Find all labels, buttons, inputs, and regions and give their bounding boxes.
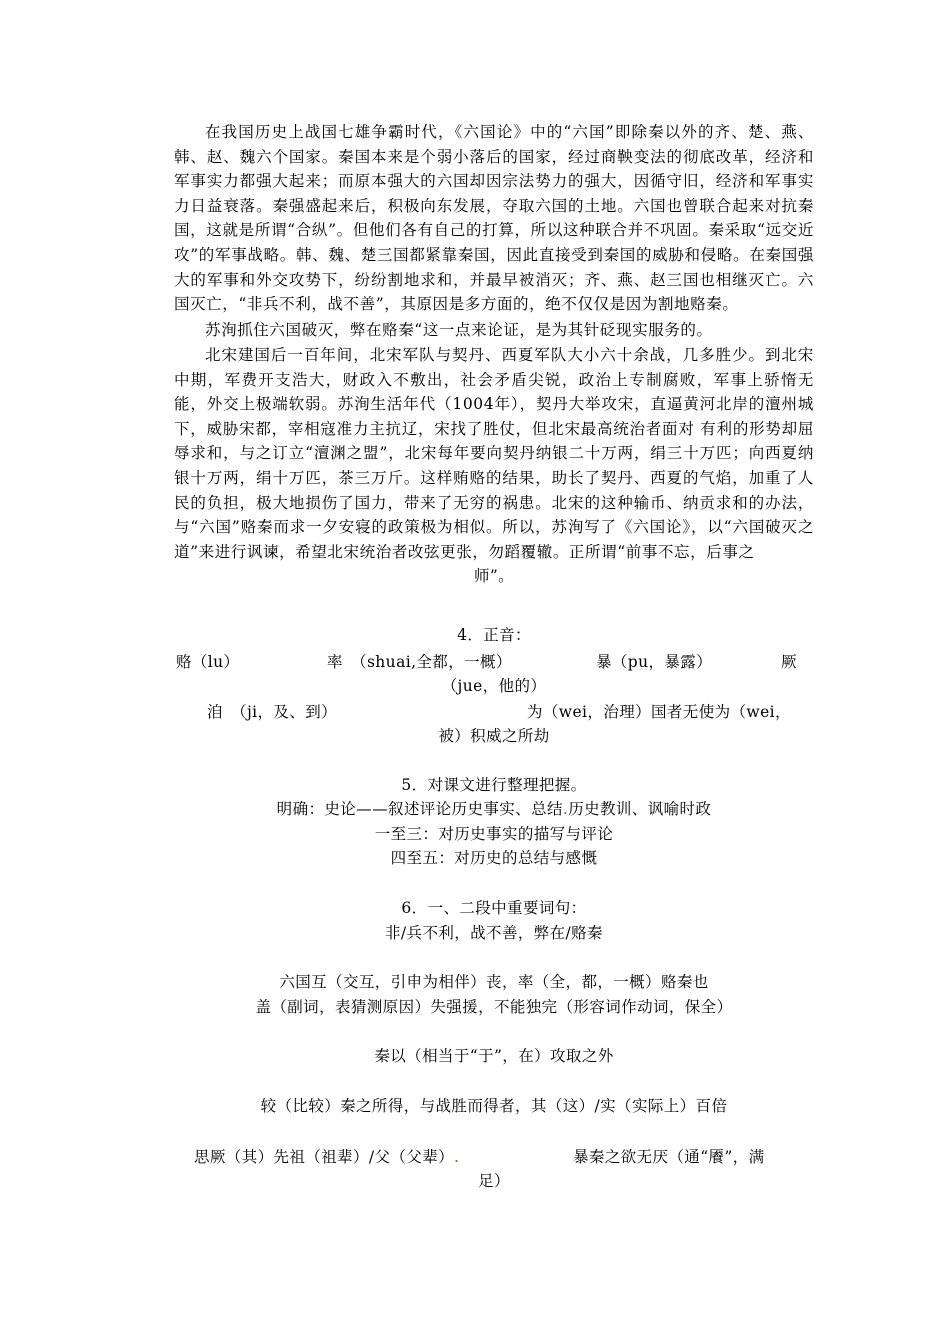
section-6-line-6-c: 足） <box>478 1172 510 1190</box>
section-4-heading: 4．正音： <box>457 626 531 644</box>
punctuation-dot: . <box>562 800 569 818</box>
section-6-line-2: 六国互（交互，引申为相伴）丧，率（全，都，一概）赂秦也 <box>279 973 709 991</box>
intro-paragraph-3-end: 师”。 <box>473 567 515 585</box>
intro-paragraph-1: 在我国历史上战国七雄争霸时代，《六国论》中的“六国”即除秦以外的齐、楚、燕、韩、赵、魏六个国家。秦国本来是个弱小落后的国家，经过商鞅变法的彻底改革，经济和军事实力都强大起来；而原本强大的六国却因宗法势力的强大，因循守旧，经济和军事实力日益衰落。秦强盛起来后，积极向东发展，夺取六国的土地。六国也曾联合起来对抗秦国，这就是所谓“合纵”。但他们各有自己的打算，所以这种联合并不巩固。秦采取“远交近攻”的军事战略。韩、魏、楚三国都紧靠秦国，因此直接受到秦国的威胁和侵略。在秦国强大的军事和外交攻势下，纷纷割地求和，并最早被消灭；齐、燕、赵三国也相继灭亡。六国灭亡，“非兵不利，战不善”，其原因是多方面的，绝不仅仅是因为割地赂秦。 <box>174 123 814 314</box>
pronunciation-lu: 赂（lu） <box>176 653 240 671</box>
section-6-line-1: 非/兵不利，战不善，弊在/赂秦 <box>385 924 603 942</box>
pronunciation-jue: （jue，他的） <box>441 677 547 695</box>
section-6-line-3: 盖（副词，表猜测原因）失强援，不能独完（形容词作动词，保全） <box>255 998 733 1016</box>
section-6-line-6-b: 暴秦之欲无厌（通“餍”，满 <box>573 1148 765 1166</box>
section-5-line-3: 四至五：对历史的总结与感慨 <box>390 849 598 867</box>
section-6-line-6-a <box>194 1145 459 1170</box>
pronunciation-pu: 暴（pu，暴露） <box>596 653 713 671</box>
section-6-line-5: 较（比较）秦之所得，与战胜而得者，其（这）/实（实际上）百倍 <box>260 1097 728 1115</box>
pronunciation-shuai: 率 （shuai,全都，一概） <box>327 653 512 671</box>
pronunciation-wei: 为（wei，治理）国者无使为（wei， <box>527 703 791 721</box>
section-5-heading: 5．对课文进行整理把握。 <box>401 776 587 794</box>
section-5-line-1-a: 明确：史论——叙述评论历史事实、总结 <box>276 800 563 818</box>
section-6-heading: 6．一、二段中重要词句： <box>401 899 587 917</box>
intro-paragraph-3: 北宋建国后一百年间，北宋军队与契丹、西夏军队大小六十余战，几多胜少。到北宋中期，军费开支浩大，财政入不敷出，社会矛盾尖锐，政治上专制腐败，军事上骄惰无能，外交上极端软弱。苏洵生活年代（1004年），契丹大举攻宋，直逼黄河北岸的澶州城下，威胁宋都，宰相寇准力主抗辽，宋找了胜仗，但北宋最高统治者面对 有利的形势却屈辱求和，与之订立“澶渊之盟”，北宋每年要向契丹纳银二十万两，绢三十万匹；向西夏纳银十万两，绢十万匹，茶三万斤。这样贿赂的结果，助长了契丹、西夏的气焰，加重了人民的负担，极大地损伤了国力，带来了无穷的祸患。北宋的这种输币、纳贡求和的办法，与“六国”赂秦而求一夕安寝的政策极为相似。所以，苏洵写了《六国论》，以“六国破灭之道”来进行讽谏，希望北宋统治者改弦更张，勿蹈覆辙。正所谓“前事不忘，后事之 <box>174 346 814 561</box>
pronunciation-wei-end: 被）积威之所劫 <box>438 727 550 745</box>
intro-paragraph-2: 苏洵抓住六国破灭，弊在赂秦“这一点来论证，是为其针砭现实服务的。 <box>205 321 713 339</box>
pronunciation-jue-char: 厥 <box>781 653 797 671</box>
section-6-line-6-a-text: 思厥（其）先祖（祖辈）/父（父辈） <box>194 1148 455 1166</box>
punctuation-dot: . <box>454 1148 460 1166</box>
section-5-line-1 <box>174 797 814 822</box>
section-5-line-1-b: 历史教训、讽喻时政 <box>568 800 712 818</box>
section-5-line-2: 一至三：对历史事实的描写与评论 <box>374 825 614 843</box>
section-6-line-4: 秦以（相当于“于”，在）攻取之外 <box>374 1047 614 1065</box>
pronunciation-ji: 洎 （ji，及、到） <box>207 703 338 721</box>
